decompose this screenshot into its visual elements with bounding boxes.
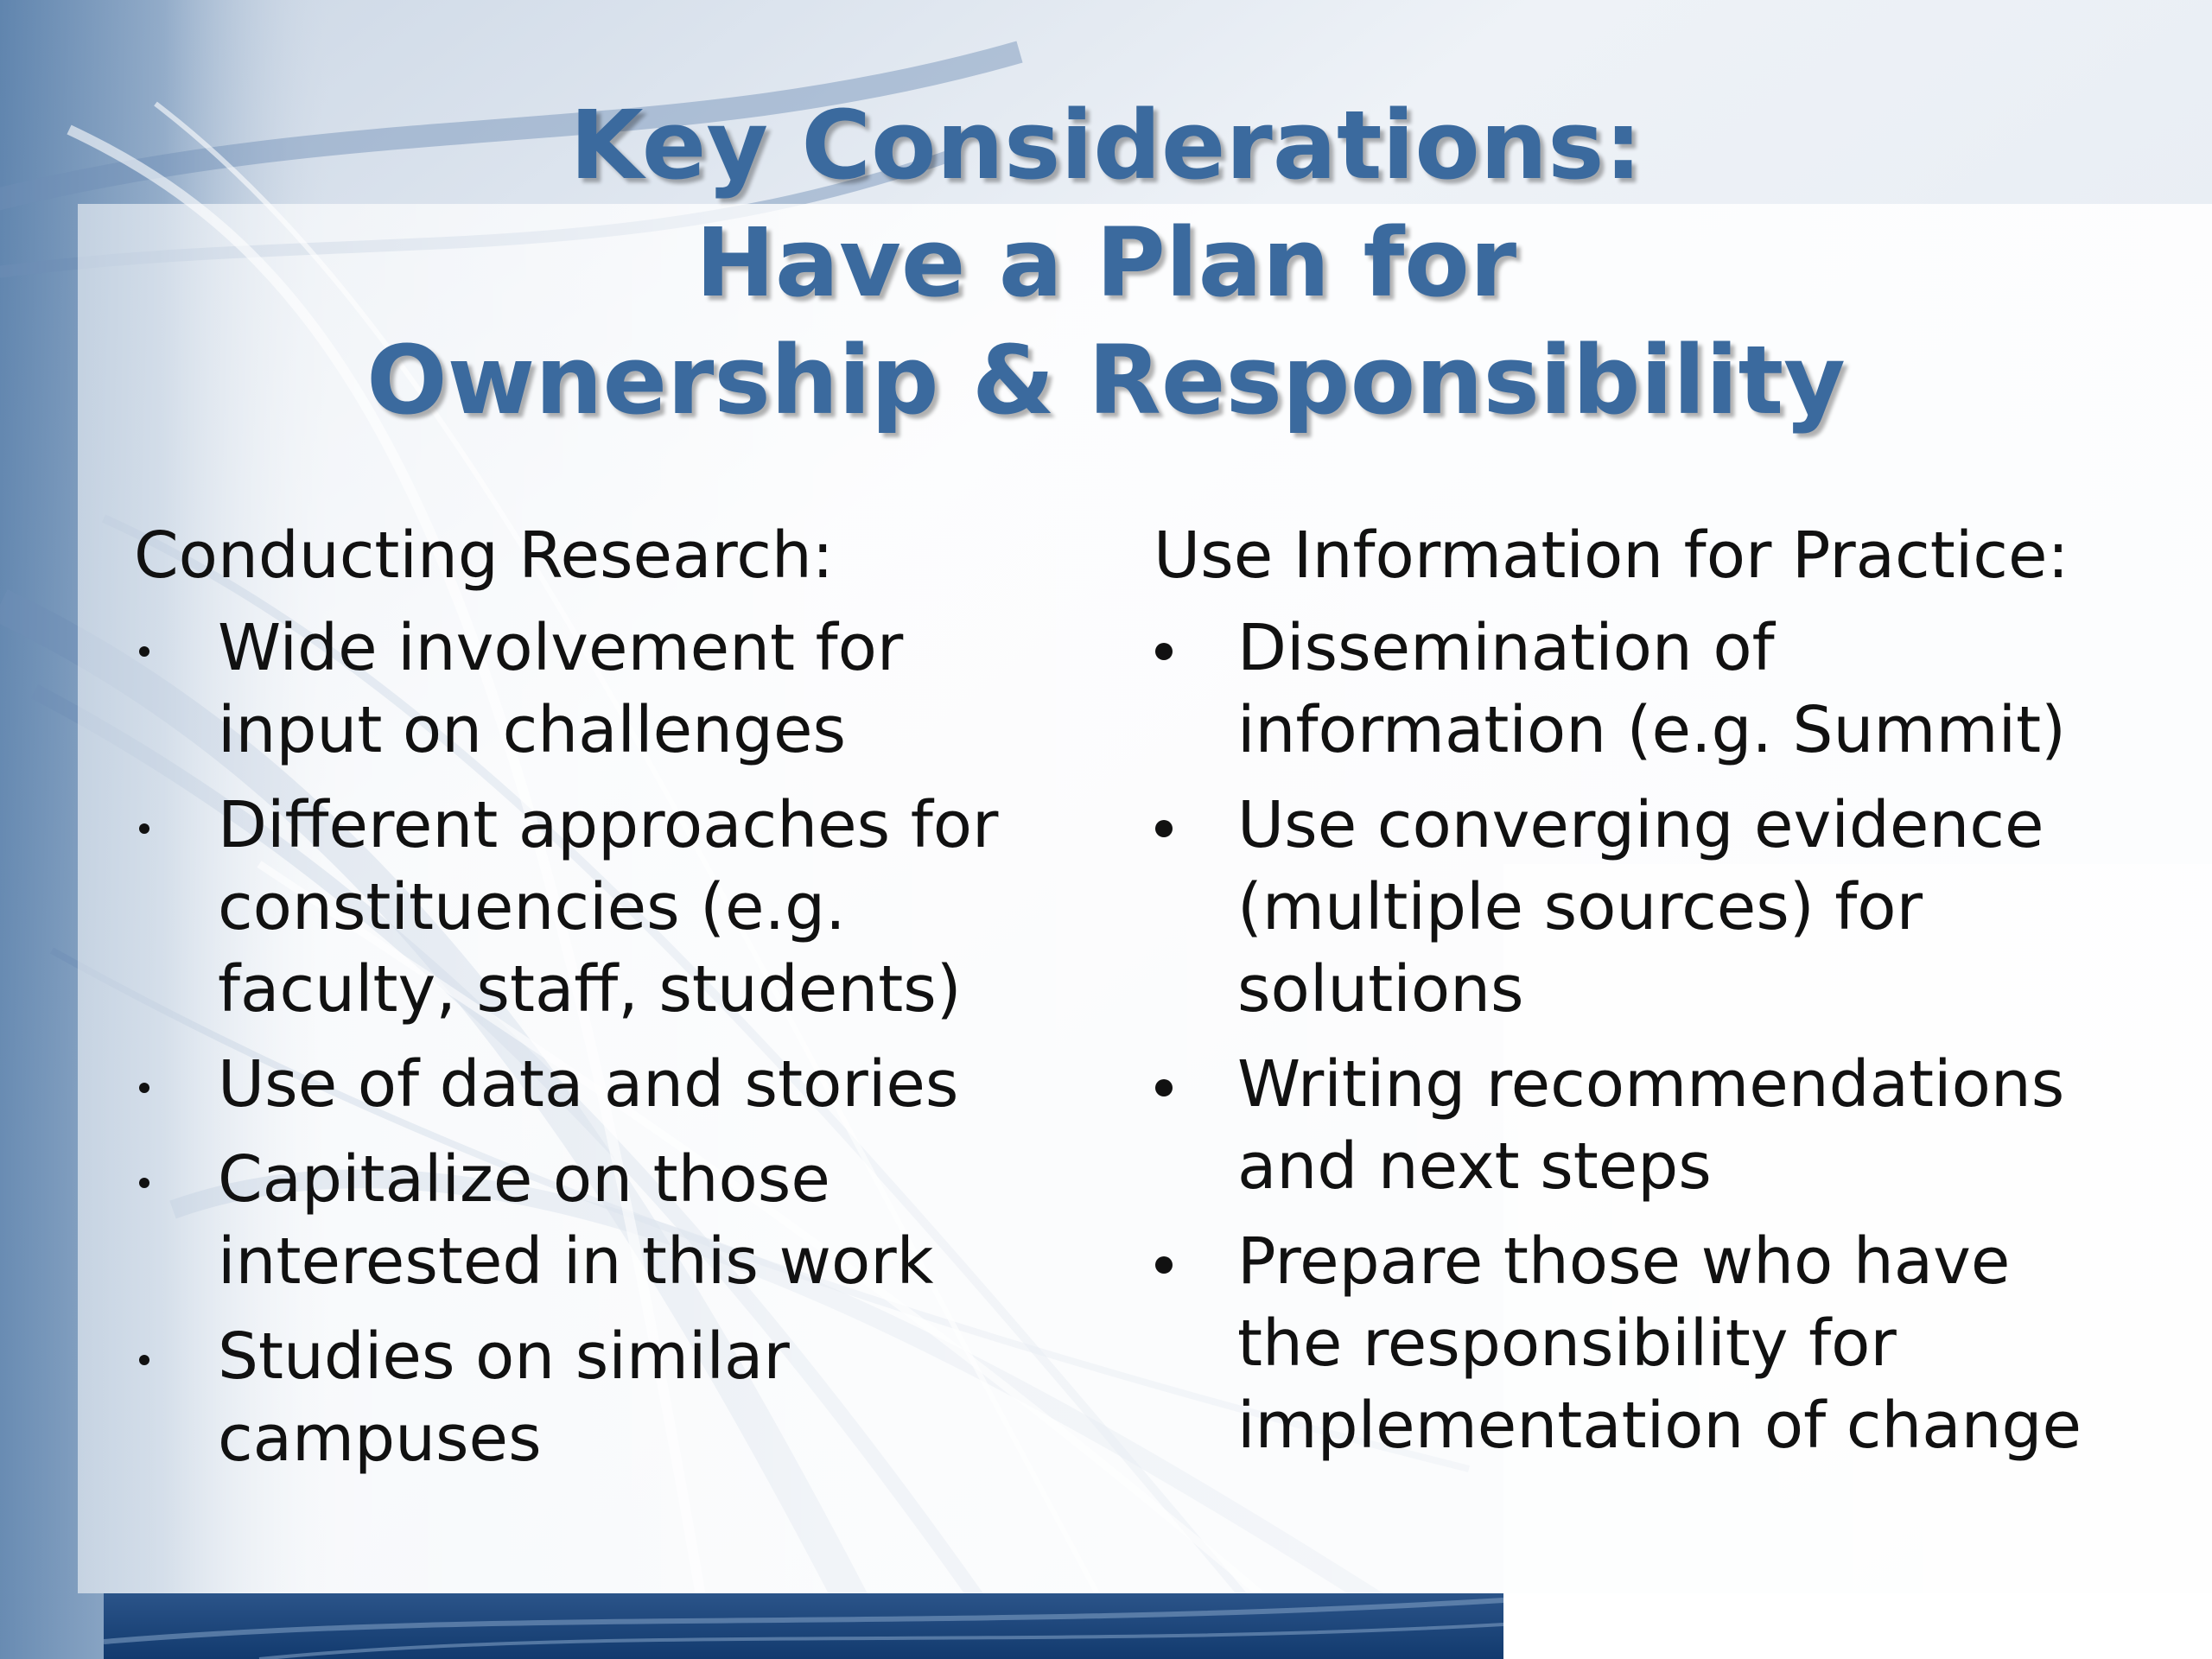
list-item-text: Different approaches for — [218, 788, 999, 862]
right-bullet-list — [1154, 607, 2190, 1467]
list-item — [1154, 785, 2190, 1031]
left-bullet-list — [134, 607, 1067, 1480]
list-item-text: (multiple sources) for — [1237, 870, 1923, 944]
list-item-text: Dissemination of — [1237, 611, 1775, 685]
list-item-text: solutions — [1237, 952, 1524, 1027]
bullet-icon — [134, 607, 160, 690]
list-item-text: constituencies (e.g. — [218, 870, 846, 944]
bullet-icon — [134, 1139, 160, 1221]
list-item — [1154, 607, 2190, 772]
list-item-text: Capitalize on those — [218, 1142, 830, 1217]
list-item — [1154, 1044, 2190, 1208]
right-column-heading: Use Information for Practice: — [1154, 518, 2069, 593]
slide-title — [0, 86, 2212, 439]
bullet-icon — [1154, 1221, 1179, 1303]
list-item-text: input on challenges — [218, 693, 847, 767]
right-column — [1154, 514, 2190, 1480]
list-item — [134, 785, 1067, 1031]
title-line-1: Key Considerations: — [569, 90, 1643, 200]
list-item-text: Writing recommendations — [1237, 1047, 2065, 1122]
list-item-text: information (e.g. Summit) — [1237, 693, 2067, 767]
list-item-text: the responsibility for — [1237, 1306, 1897, 1381]
list-item — [134, 1316, 1067, 1480]
left-column — [134, 514, 1067, 1493]
bullet-icon — [134, 1316, 160, 1398]
bullet-icon — [1154, 607, 1179, 690]
bullet-icon — [134, 1044, 160, 1126]
list-item-text: Use converging evidence — [1237, 788, 2044, 862]
bullet-icon — [1154, 1044, 1179, 1126]
list-item-text: interested in this work — [218, 1224, 934, 1299]
title-line-3: Ownership & Responsibility — [366, 325, 1846, 435]
list-item-text: Use of data and stories — [218, 1047, 959, 1122]
list-item-text: faculty, staff, students) — [218, 952, 962, 1027]
list-item-text: implementation of change — [1237, 1389, 2082, 1463]
list-item — [134, 607, 1067, 772]
list-item-text: Wide involvement for — [218, 611, 904, 685]
list-item-text: campuses — [218, 1402, 542, 1476]
title-line-2: Have a Plan for — [695, 207, 1517, 318]
list-item — [134, 1139, 1067, 1303]
left-column-heading: Conducting Research: — [134, 518, 834, 593]
bullet-icon — [1154, 785, 1179, 867]
list-item-text: Prepare those who have — [1237, 1224, 2011, 1299]
list-item — [1154, 1221, 2190, 1467]
list-item-text: and next steps — [1237, 1129, 1712, 1204]
list-item — [134, 1044, 1067, 1126]
bullet-icon — [134, 785, 160, 867]
list-item-text: Studies on similar — [218, 1319, 790, 1394]
